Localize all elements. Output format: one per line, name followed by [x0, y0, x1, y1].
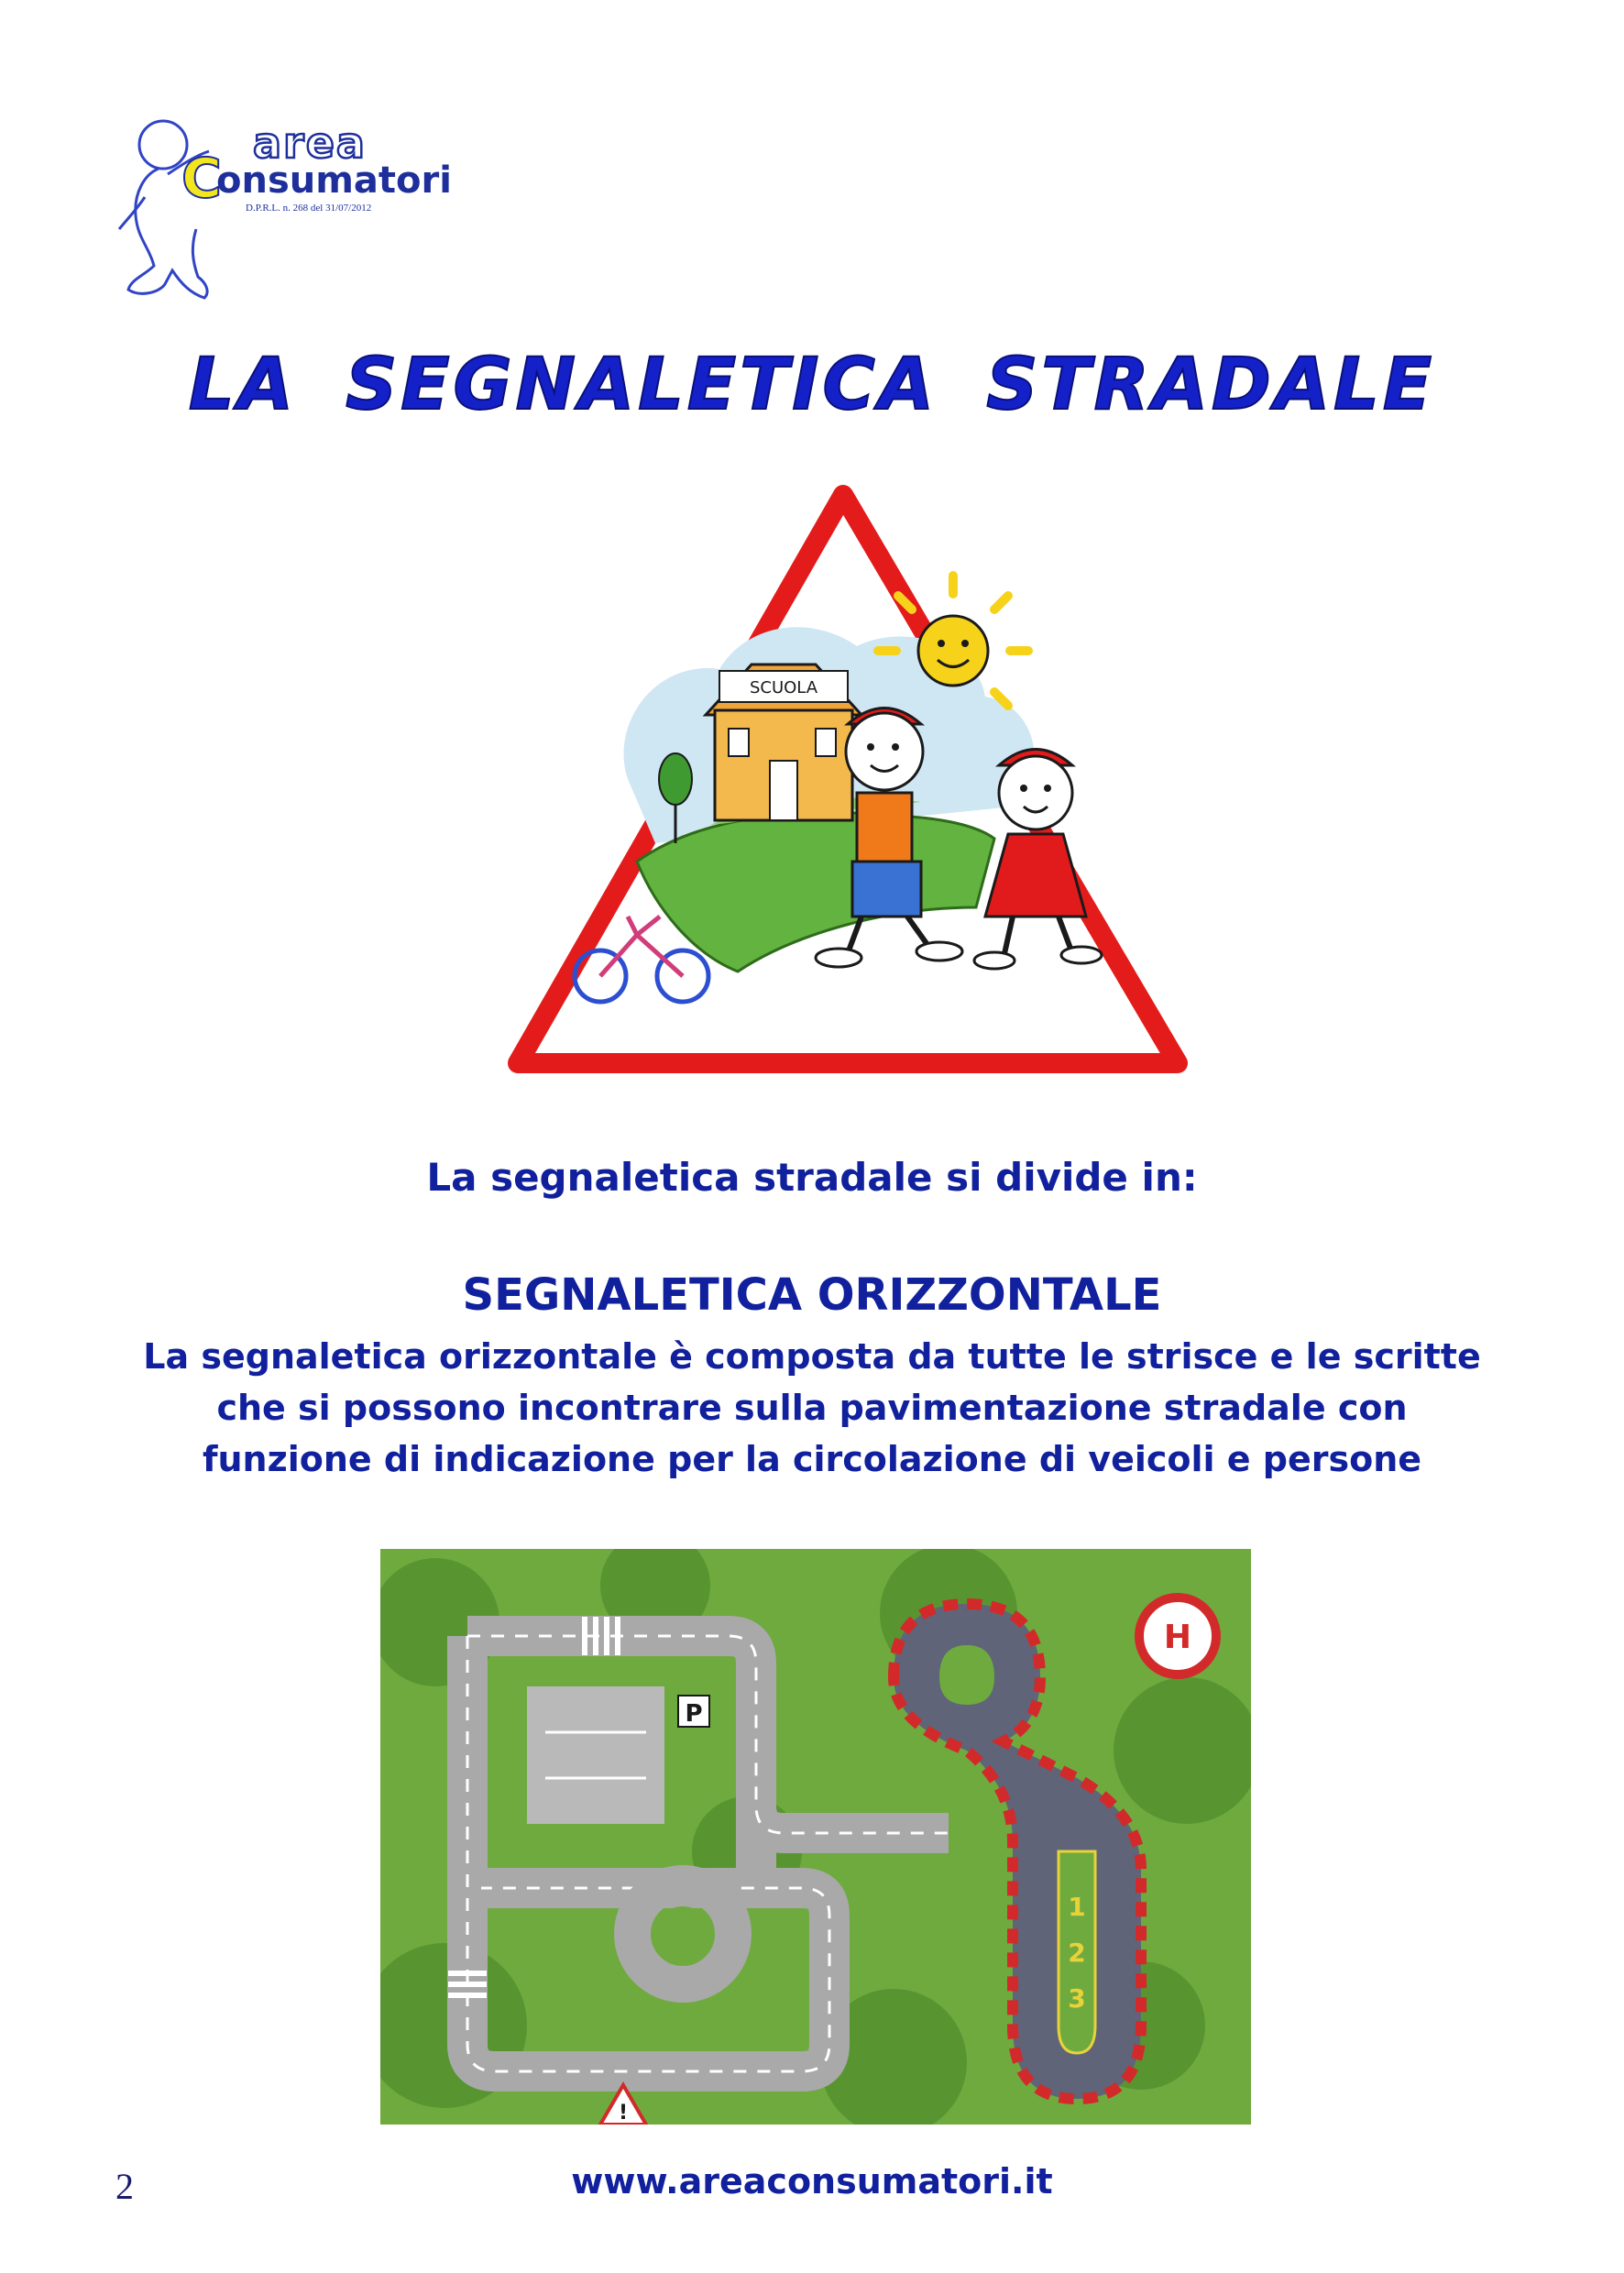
page-number: 2 [115, 2166, 134, 2207]
road-map-rug-image [380, 1549, 1251, 2125]
logo-word-consumatori: onsumatori [216, 159, 452, 202]
svg-text:!: ! [618, 2102, 629, 2125]
description-line: funzione di indicazione per la circolazione di veicoli e persone [202, 1439, 1422, 1479]
logo-mascot [108, 110, 466, 302]
logo [108, 110, 466, 302]
intro-text: La segnaletica stradale si divide in: [426, 1155, 1198, 1200]
parking-sign: P [685, 1700, 703, 1728]
lane-number: 3 [1068, 1983, 1086, 2014]
logo-letter-c: C [181, 147, 223, 211]
lane-number: 2 [1068, 1938, 1086, 1968]
section-description [0, 1331, 1624, 1485]
school-sign: SCUOLA [749, 678, 818, 697]
parking-lot [527, 1686, 664, 1824]
heliport-sign: H [1163, 1619, 1192, 1656]
school-building-icon [706, 664, 861, 820]
logo-registration: D.P.R.L. n. 268 del 31/07/2012 [246, 203, 372, 214]
road-safety-illustration [499, 477, 1196, 1082]
section-title: SEGNALETICA ORIZZONTALE [462, 1269, 1162, 1321]
page-title: LA SEGNALETICA STRADALE [188, 344, 1436, 426]
footer-website-link[interactable]: www.areaconsumatori.it [571, 2161, 1053, 2202]
description-line: La segnaletica orizzontale è composta da tutte le strisce e le scritte [143, 1336, 1481, 1377]
lane-number: 1 [1068, 1892, 1086, 1922]
description-line: che si possono incontrare sulla pavimentazione stradale con [216, 1388, 1408, 1428]
logo-word-area: area [253, 118, 367, 168]
